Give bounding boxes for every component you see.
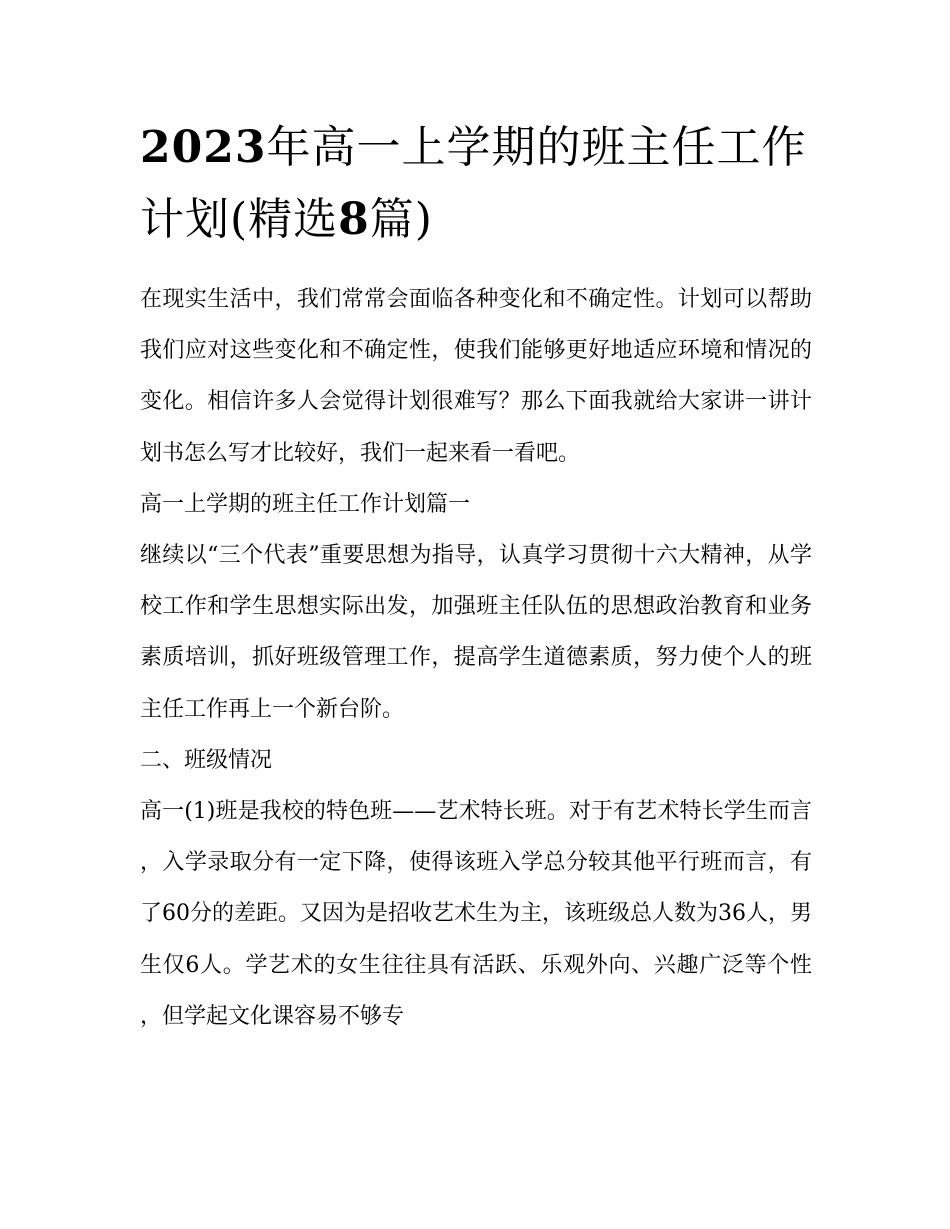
title-year: 2023 [140,122,267,173]
section-heading-2: 二、班级情况 [140,747,273,773]
title-main: 年高一上学期的班主任工作计划(精选 [140,122,807,245]
title-count: 8 [338,194,370,245]
title-suffix: 篇) [369,194,433,245]
intro-paragraph: 在现实生活中，我们常常会面临各种变化和不确定性。计划可以帮助我们应对这些变化和不确定性，使我们能够更好地适应环境和情况的变化。相信许多人会觉得计划很难写？那么下面我就给大家讲一讲计划书怎么写才比较好，我们一起来看一看吧。 [140,287,812,466]
class-situation-paragraph: 高一(1)班是我校的特色班——艺术特长班。对于有艺术特长学生而言，入学录取分有一定下降，使得该班入学总分较其他平行班而言，有了60分的差距。又因为是招收艺术生为主，该班级总人数为36人，男生仅6人。学艺术的女生往往具有活跃、乐观外向、兴趣广泛等个性，但学起文化课容易不够专 [140,799,812,1029]
document-body [140,274,812,1042]
guiding-paragraph: 继续以“三个代表”重要思想为指导，认真学习贯彻十六大精神，从学校工作和学生思想实际出发，加强班主任队伍的思想政治教育和业务素质培训，抓好班级管理工作，提高学生道德素质，努力使个人的班主任工作再上一个新台阶。 [140,543,812,722]
section-heading-1: 高一上学期的班主任工作计划篇一 [140,491,471,517]
document-title [140,112,830,256]
